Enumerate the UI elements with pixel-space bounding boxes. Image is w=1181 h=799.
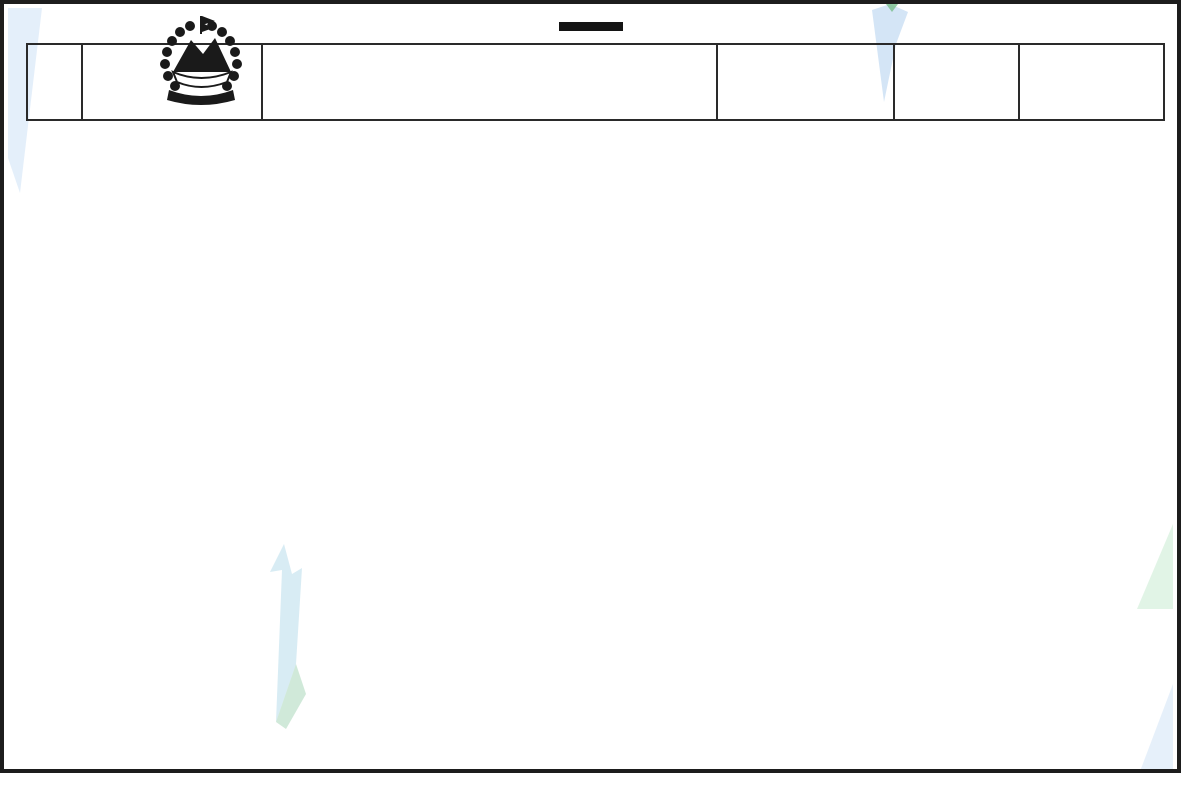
col-header-bid-security [894,44,1019,120]
col-header-sn [27,44,82,120]
emblem-mountains [173,38,231,72]
invitation-banner [559,22,623,31]
triangle-decoration-right-edge [1137,524,1173,609]
col-header-cost-of-bidding [1019,44,1164,120]
col-header-contract-name [262,44,717,120]
emblem-banner [167,90,235,105]
triangle-decoration-bottom-right [1133,684,1173,773]
arrow-decoration-left [262,544,322,729]
col-header-estimated-amount [717,44,894,120]
municipality-emblem-logo [147,10,255,118]
